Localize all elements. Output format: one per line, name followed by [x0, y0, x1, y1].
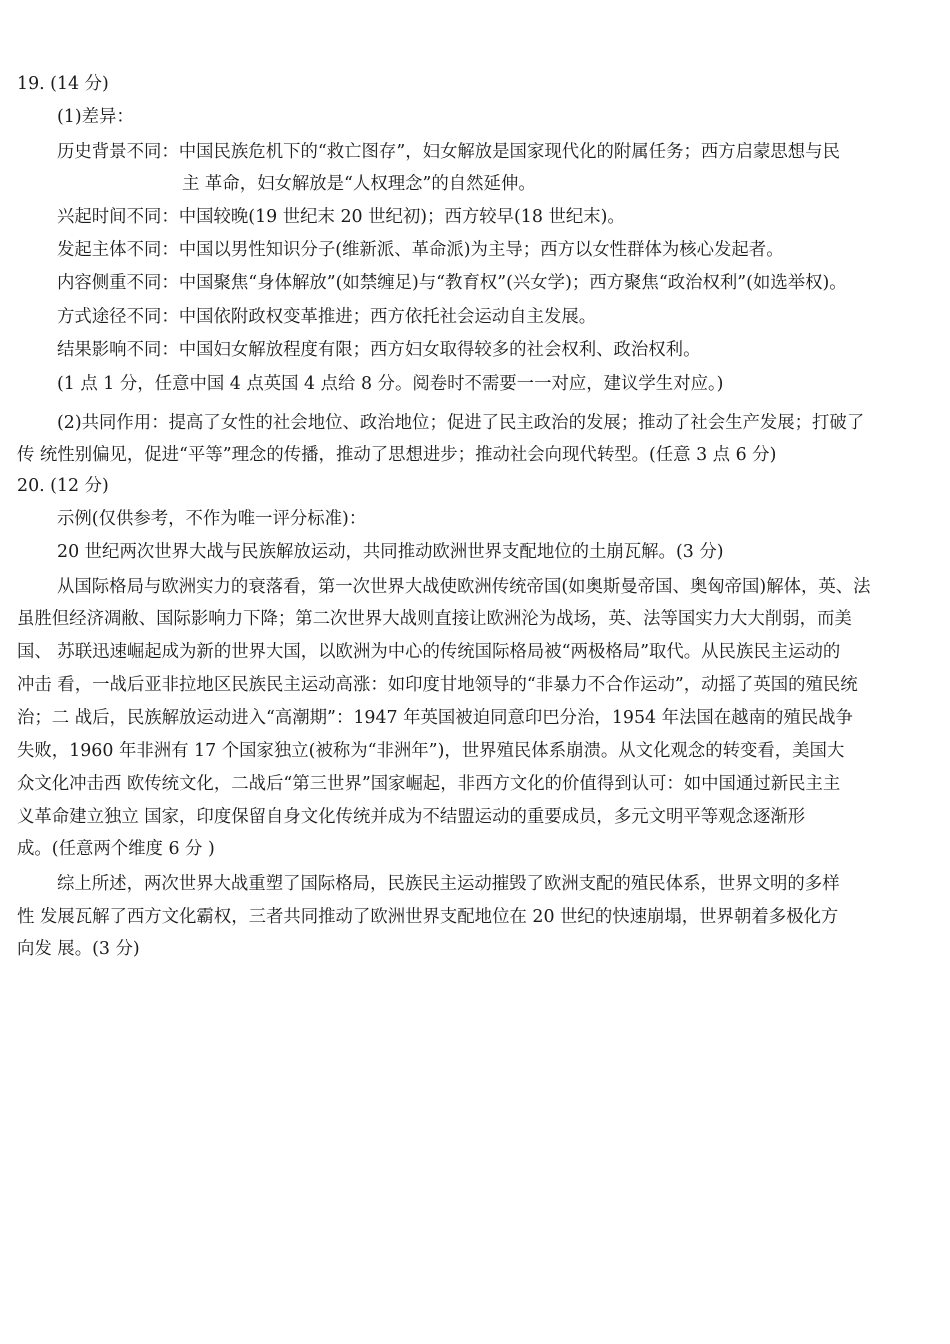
- q19-part2-common-effects: (2)共同作用：提高了女性的社会地位、政治地位；促进了民主政治的发展；推动了社会生产发展；打破了: [57, 413, 865, 433]
- q20-conclusion-line-3: 向发 展。(3 分): [17, 939, 140, 959]
- question-20-heading: 20. (12 分): [17, 476, 109, 496]
- q20-body-line-2: 虽胜但经济凋敝、国际影响力下降；第二次世界大战则直接让欧洲沦为战场，英、法等国实力大大削弱，而美: [17, 609, 852, 629]
- q20-conclusion-line-1: 综上所述，两次世界大战重塑了国际格局，民族民主运动摧毁了欧洲支配的殖民体系，世界文明的多样: [57, 874, 840, 894]
- q20-body-line-8: 义革命建立独立 国家，印度保留自身文化传统并成为不结盟运动的重要成员，多元文明平等观念逐渐形: [17, 807, 806, 827]
- difference-initiator: 发起主体不同：中国以男性知识分子(维新派、革命派)为主导；西方以女性群体为核心发起者。: [57, 240, 784, 260]
- q20-body-line-1: 从国际格局与欧洲实力的衰落看，第一次世界大战使欧洲传统帝国(如奥斯曼帝国、奥匈帝国)解体，英、法: [57, 577, 871, 597]
- q20-conclusion-line-2: 性 发展瓦解了西方文化霸权，三者共同推动了欧洲世界支配地位在 20 世纪的快速崩塌，世界朝着多极化方: [17, 907, 839, 927]
- q20-body-line-6: 失败，1960 年非洲有 17 个国家独立(被称为“非洲年”)，世界殖民体系崩溃。从文化观念的转变看，美国大: [17, 741, 845, 761]
- question-19-heading: 19. (14 分): [17, 74, 109, 94]
- difference-result: 结果影响不同：中国妇女解放程度有限；西方妇女取得较多的社会权利、政治权利。: [57, 340, 701, 360]
- q20-thesis: 20 世纪两次世界大战与民族解放运动，共同推动欧洲世界支配地位的土崩瓦解。(3 分): [57, 542, 724, 562]
- difference-content: 内容侧重不同：中国聚焦“身体解放”(如禁缠足)与“教育权”(兴女学)；西方聚焦“政治权利”(如选举权)。: [57, 273, 847, 293]
- difference-method: 方式途径不同：中国依附政权变革推进；西方依托社会运动自主发展。: [57, 307, 597, 327]
- difference-background: 历史背景不同：中国民族危机下的“救亡图存”，妇女解放是国家现代化的附属任务；西方启蒙思想与民: [57, 142, 840, 162]
- q20-body-line-4: 冲击 看，一战后亚非拉地区民族民主运动高涨：如印度甘地领导的“非暴力不合作运动”，动摇了英国的殖民统: [17, 675, 858, 695]
- q19-part2-common-effects-cont: 传 统性别偏见，促进“平等”理念的传播，推动了思想进步；推动社会向现代转型。(任意 3 点 6 分): [17, 445, 777, 465]
- difference-time: 兴起时间不同：中国较晚(19 世纪末 20 世纪初)；西方较早(18 世纪末)。: [57, 207, 625, 227]
- q20-body-line-7: 众文化冲击西 欧传统文化，二战后“第三世界”国家崛起，非西方文化的价值得到认可：如中国通过新民主主: [17, 774, 841, 794]
- q20-example-note: 示例(仅供参考，不作为唯一评分标准)：: [57, 509, 367, 529]
- q20-body-line-9: 成。(任意两个维度 6 分 ): [17, 839, 215, 859]
- q20-body-line-3: 国、 苏联迅速崛起成为新的世界大国，以欧洲为中心的传统国际格局被“两极格局”取代。从民族民主运动的: [17, 642, 841, 662]
- q19-part1-label: (1)差异：: [57, 107, 134, 127]
- q19-part1-scoring-note: (1 点 1 分，任意中国 4 点英国 4 点给 8 分。阅卷时不需要一一对应，建议学生对应。): [57, 374, 724, 394]
- difference-background-cont: 主 革命，妇女解放是“人权理念”的自然延伸。: [182, 174, 536, 194]
- q20-body-line-5: 治；二 战后，民族解放运动进入“高潮期”：1947 年英国被迫同意印巴分治，1954 年法国在越南的殖民战争: [17, 708, 853, 728]
